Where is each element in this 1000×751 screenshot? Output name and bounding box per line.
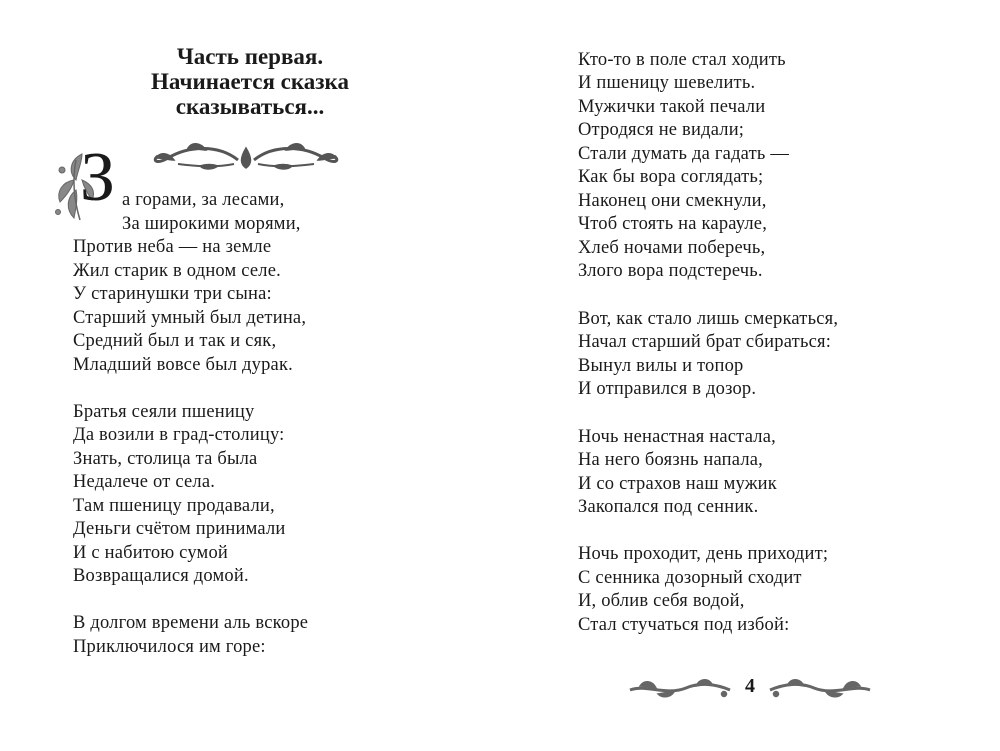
verse-line: Наконец они смекнули, bbox=[578, 191, 767, 211]
chapter-title-line-2: Начинается сказка bbox=[151, 69, 349, 94]
verse-line: Братья сеяли пшеницу bbox=[73, 402, 255, 422]
verse-line: Хлеб ночами поберечь, bbox=[578, 238, 766, 258]
scroll-flourish-icon bbox=[766, 676, 874, 700]
verse-line: Злого вора подстеречь. bbox=[578, 261, 763, 281]
verse-line: Возвращалися домой. bbox=[73, 566, 249, 586]
drop-cap-letter: З bbox=[80, 139, 116, 216]
verse-line: И со страхов наш мужик bbox=[578, 474, 777, 494]
verse-line: Знать, столица та была bbox=[73, 449, 258, 469]
verse-line: В долгом времени аль вскоре bbox=[73, 613, 309, 633]
verse-line: Вот, как стало лишь смеркаться, bbox=[578, 309, 839, 329]
verse-line: Вынул вилы и топор bbox=[578, 356, 744, 376]
verse-line: И с набитою сумой bbox=[73, 543, 229, 563]
verse-line: Недалече от села. bbox=[73, 472, 216, 492]
verse-line: За широкими морями, bbox=[122, 214, 301, 234]
verse-line: Старший умный был детина, bbox=[73, 308, 307, 328]
verse-line: И пшеницу шевелить. bbox=[578, 73, 756, 93]
verse-line: Чтоб стоять на карауле, bbox=[578, 214, 768, 234]
verse-line: Начал старший брат сбираться: bbox=[578, 332, 832, 352]
verse-line: Стали думать да гадать — bbox=[578, 144, 790, 164]
verse-line: Стал стучаться под избой: bbox=[578, 615, 790, 635]
chapter-title-line-3: сказываться... bbox=[175, 94, 325, 119]
verse-line: Жил старик в одном селе. bbox=[73, 261, 281, 281]
verse-line: Ночь проходит, день приходит; bbox=[578, 544, 829, 564]
verse-line: И, облив себя водой, bbox=[578, 591, 745, 611]
page-number: 4 bbox=[745, 675, 755, 697]
verse-line: С сенника дозорный сходит bbox=[578, 568, 802, 588]
verse-line: Там пшеницу продавали, bbox=[73, 496, 275, 516]
verse-line: Мужички такой печали bbox=[578, 97, 766, 117]
chapter-title-line-1: Часть первая. bbox=[176, 44, 324, 69]
verse-line: Кто-то в поле стал ходить bbox=[578, 50, 786, 70]
verse-line: Деньги счётом принимали bbox=[73, 519, 286, 539]
verse-line: Приключилося им горе: bbox=[73, 637, 266, 657]
verse-line: Младший вовсе был дурак. bbox=[73, 355, 293, 375]
verse-line: Против неба — на земле bbox=[73, 237, 272, 257]
verse-line: Ночь ненастная настала, bbox=[578, 427, 776, 447]
scroll-flourish-icon bbox=[626, 676, 734, 700]
verse-line: Средний был и так и сяк, bbox=[73, 331, 277, 351]
verse-line: Закопался под сенник. bbox=[578, 497, 759, 517]
verse-line: На него боязнь напала, bbox=[578, 450, 764, 470]
verse-line: Как бы вора соглядать; bbox=[578, 167, 764, 187]
floral-flourish-icon bbox=[148, 138, 344, 172]
verse-line: Да возили в град-столицу: bbox=[73, 425, 285, 445]
verse-line: У старинушки три сына: bbox=[73, 284, 272, 304]
chapter-title bbox=[110, 44, 390, 119]
verse-line: Отродяся не видали; bbox=[578, 120, 745, 140]
verse-line: И отправился в дозор. bbox=[578, 379, 757, 399]
verse-line: а горами, за лесами, bbox=[122, 190, 285, 210]
